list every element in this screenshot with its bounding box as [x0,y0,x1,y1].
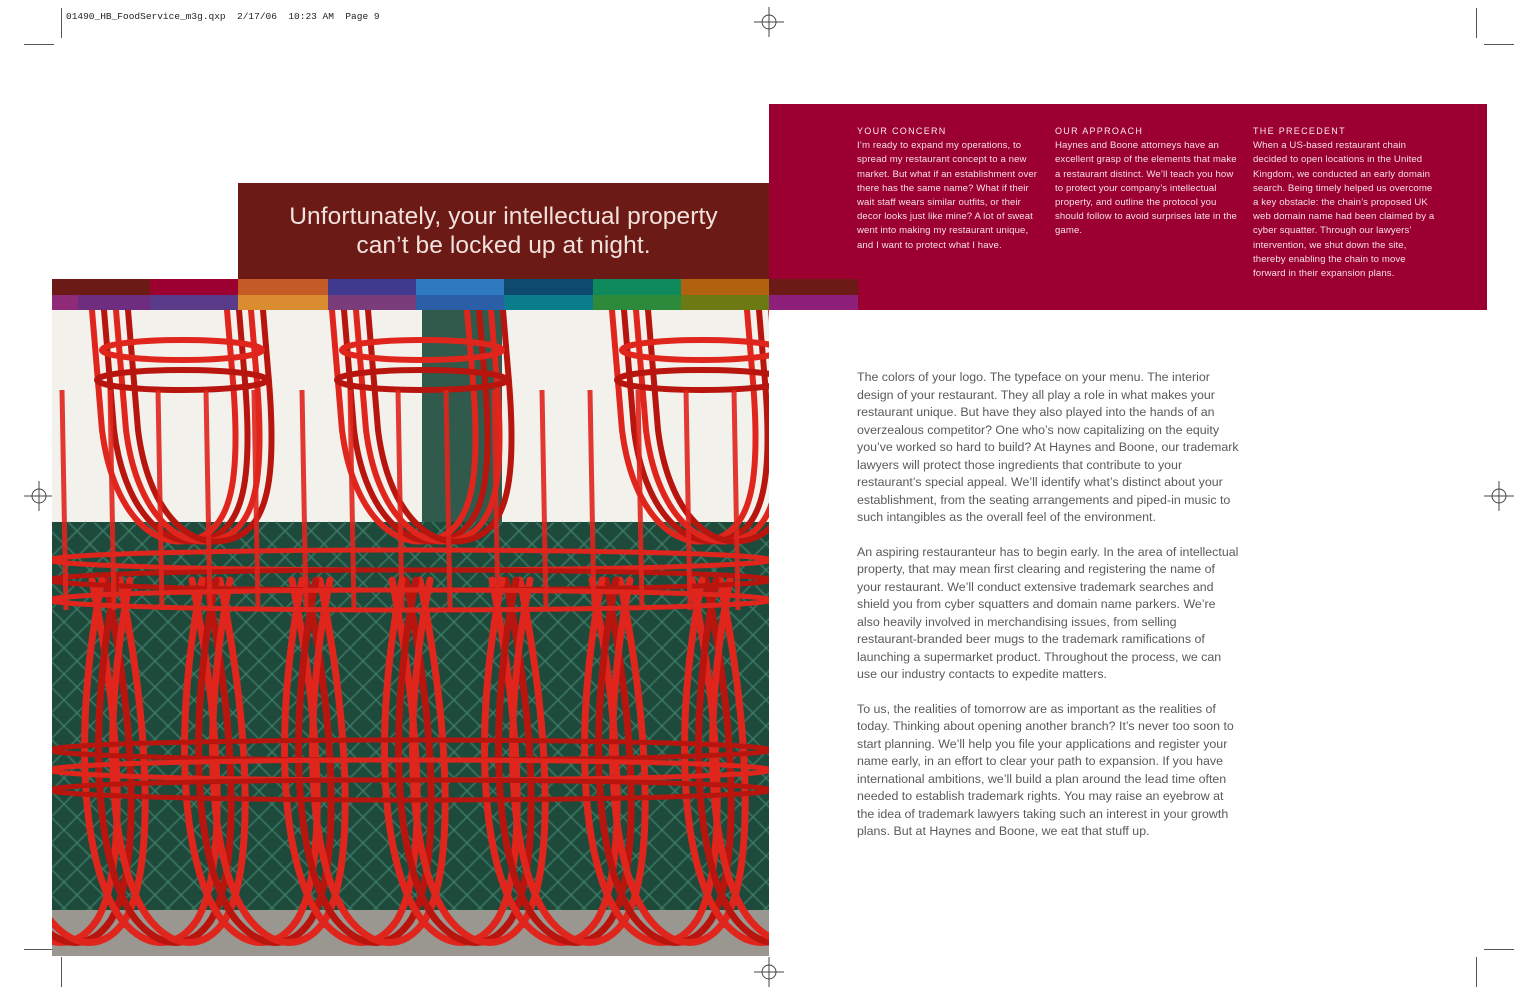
crop-mark [61,957,62,987]
body-paragraph: The colors of your logo. The typeface on your menu. The interior design of your restaurant. They all play a role in what makes your restaurant unique. But have they also played into the hands of an overzealous competitor? One who’s now capitalizing on the equity you’ve worked so hard to build? At Haynes and Boone, our trademark lawyers will protect those ingredients that contribute to your restaurant’s special appeal. We’ll identify what’s distinct about your establishment, from the seating arrangements and piped-in music to such intangibles as the overall feel of the environment. [857,370,1239,524]
crop-mark [24,44,54,45]
print-slug: 01490_HB_FoodService_m3g.qxp 2/17/06 10:23 AM Page 9 [66,11,380,22]
page-headline [289,202,718,260]
column-text: I’m ready to expand my operations, to spread my restaurant concept to a new market. But what if an establishment over there has the same name? What if their wait staff wears similar outfits, or their decor looks just like mine? A lot of sweat went into making my restaurant unique, and I want to protect what I have. [857,140,1038,251]
registration-mark-icon [24,481,54,511]
headline-box [238,183,769,279]
crop-mark [61,8,62,38]
column-text: Haynes and Boone attorneys have an excellent grasp of the elements that make a restaurant distinct. We’ll teach you how to protect your company’s intellectual property, and outline the protocol you should follow to avoid surprises late in the game. [1055,140,1237,237]
crop-mark [1476,957,1477,987]
approach-column [1055,124,1239,239]
precedent-column [1253,124,1437,281]
registration-mark-icon [1484,481,1514,511]
body-paragraph: An aspiring restauranteur has to begin early. In the area of intellectual property, that may mean first clearing and registering the name of your restaurant. We’ll conduct extensive trademark searches and shield you from cyber squatters and domain name parkers. We’re also heavily involved in merchandising issues, from selling restaurant-branded beer mugs to the trademark ramifications of launching a supermarket product. Throughout the process, we can use our industry contacts to expedite matters. [857,544,1239,681]
body-copy [857,369,1239,858]
stacked-red-chairs-image [52,310,769,956]
concern-column [857,124,1041,253]
headline-line-1: Unfortunately, your intellectual property [289,203,718,230]
headline-line-2: can’t be locked up at night. [356,232,651,259]
crop-mark [1476,8,1477,38]
column-heading: THE PRECEDENT [1253,126,1346,136]
crop-mark [24,949,54,950]
stripe-row-bottom [52,295,858,311]
info-panel [769,104,1487,310]
body-paragraph: To us, the realities of tomorrow are as important as the realities of today. Thinking about opening another branch? It’s never too soon to start planning. We’ll help you file your applications and register your name early, in an effort to clear your path to expansion. If you have international ambitions, we’ll build a plan around the lead time often needed to establish trademark rights. You may raise an eyebrow at the idea of trademark lawyers taking such an interest in your growth plans. But at Haynes and Boone, we eat that stuff up. [857,701,1234,838]
crop-mark [1484,44,1514,45]
registration-mark-icon [754,7,784,37]
registration-mark-icon [754,957,784,987]
stripe-row-top [52,279,858,295]
column-text: When a US-based restaurant chain decided to open locations in the United Kingdom, we conducted an early domain search. Being timely helped us overcome a key obstacle: the chain’s proposed UK web domain name had been claimed by a cyber squatter. Through our lawyers’ intervention, we shut down the site, thereby enabling the chain to move forward in their expansion plans. [1253,140,1435,280]
column-heading: YOUR CONCERN [857,126,947,136]
column-heading: OUR APPROACH [1055,126,1144,136]
crop-mark [1484,949,1514,950]
color-stripe-band [52,279,858,310]
